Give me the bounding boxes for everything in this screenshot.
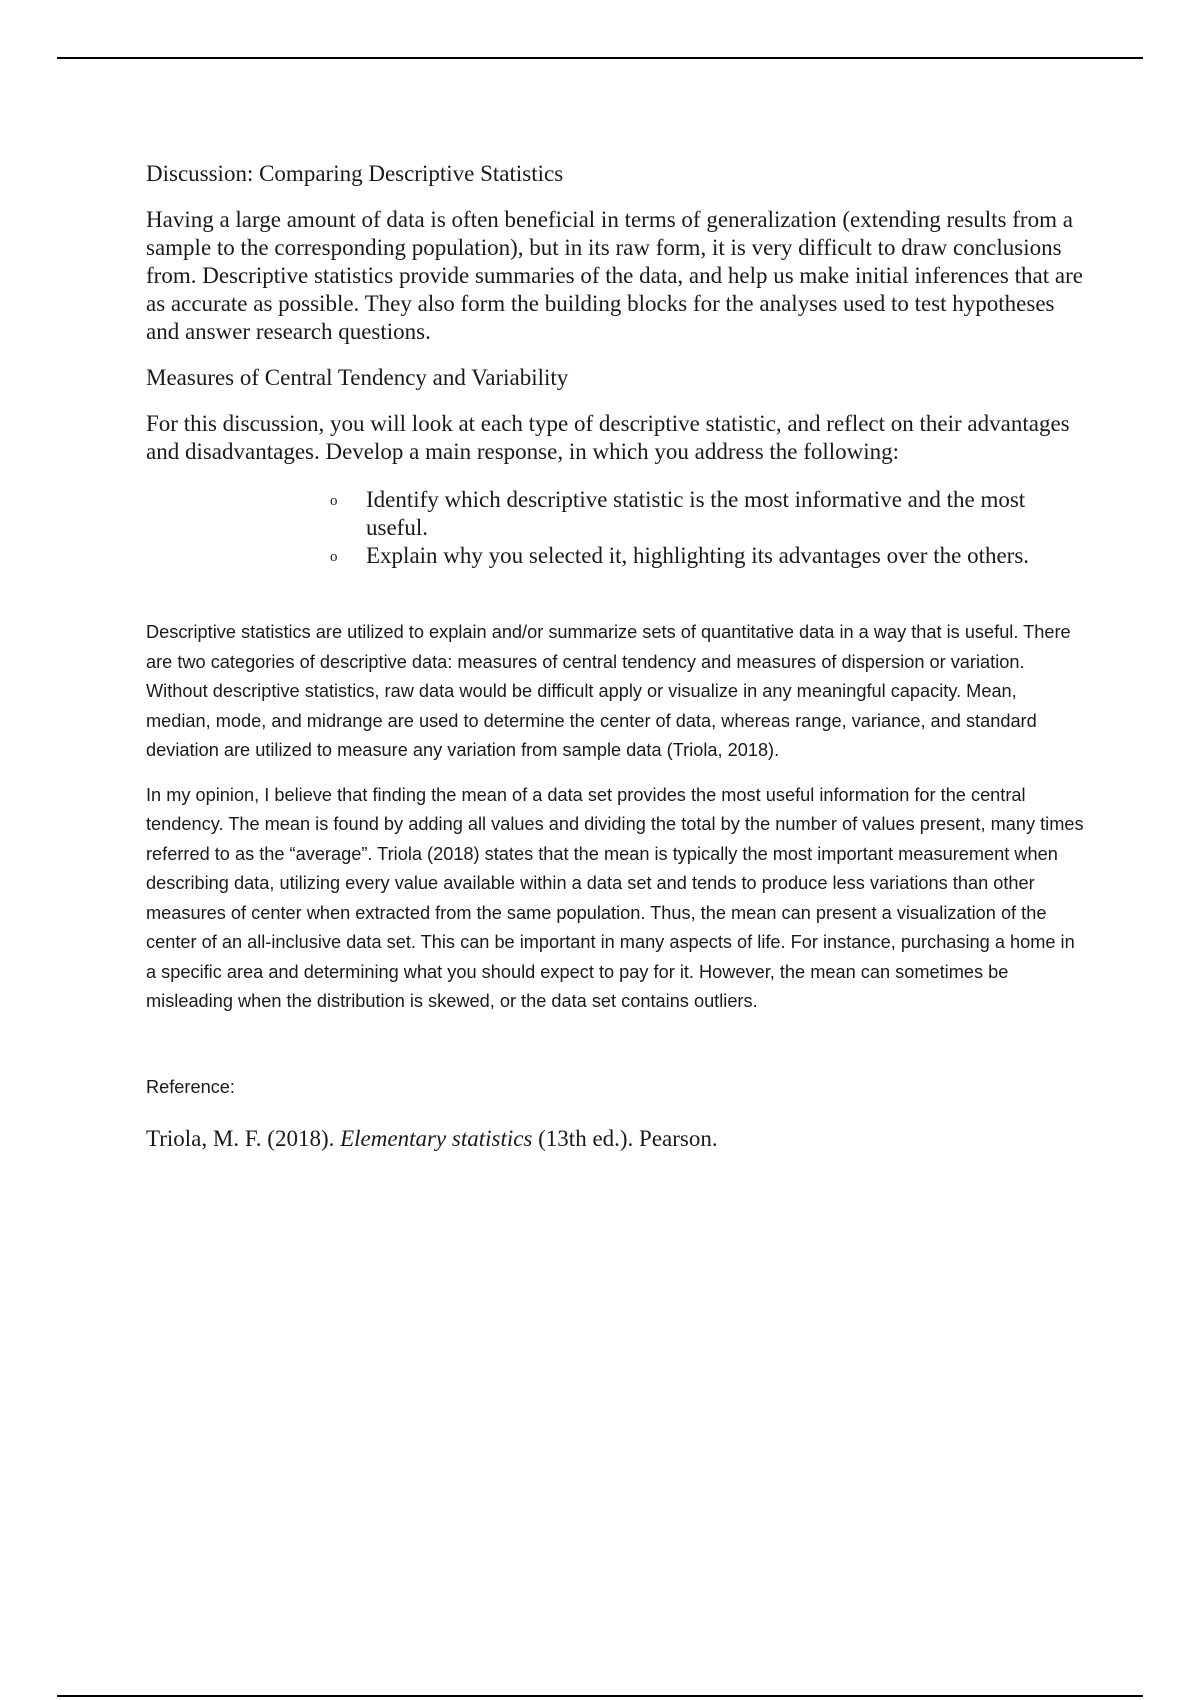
reference-book-title: Elementary statistics: [340, 1126, 533, 1151]
bullet-marker: o: [330, 549, 338, 565]
document-body: [146, 160, 1086, 1176]
list-item: [330, 486, 1086, 542]
response-paragraph-2: In my opinion, I believe that finding the mean of a data set provides the most useful information for the central tendency. The mean is found by adding all values and dividing the total by the number of values present, many times referred to as the “average”. Triola (2018) states that the mean is typically the most important measurement when describing data, utilizing every value available within a data set and tends to produce less variations than other measures of center when extracted from the same population. Thus, the mean can present a visualization of the center of an all-inclusive data set. This can be important in many aspects of life. For instance, purchasing a home in a specific area and determining what you should expect to pay for it. However, the mean can sometimes be misleading when the distribution is skewed, or the data set contains outliers.: [146, 784, 1084, 1011]
reference-authors: Triola, M. F. (2018).: [146, 1126, 341, 1151]
bullet-text: Explain why you selected it, highlighting its advantages over the others.: [366, 543, 1030, 568]
response-section: [146, 618, 1086, 1017]
bullet-text: Identify which descriptive statistic is the most informative and the most useful.: [366, 487, 1026, 540]
document-title: Discussion: Comparing Descriptive Statistics: [146, 161, 564, 186]
section-subheading: Measures of Central Tendency and Variability: [146, 365, 569, 390]
reference-details: (13th ed.). Pearson.: [532, 1126, 718, 1151]
reference-entry: [146, 1125, 1086, 1153]
bottom-rule: [57, 1695, 1143, 1697]
prompt-paragraph: For this discussion, you will look at each type of descriptive statistic, and reflect on their advantages and disadvantages. Develop a main response, in which you address the following:: [146, 411, 1070, 464]
reference-label: Reference:: [146, 1076, 235, 1097]
prompt-bullet-list: [146, 486, 1086, 570]
bullet-marker: o: [330, 493, 338, 509]
list-item: [330, 542, 1086, 570]
top-rule: [57, 57, 1143, 59]
response-paragraph-1: Descriptive statistics are utilized to explain and/or summarize sets of quantitative data in a way that is useful. There are two categories of descriptive data: measures of central tendency and measures of dispersion or variation. Without descriptive statistics, raw data would be difficult apply or visualize in any meaningful capacity. Mean, median, mode, and midrange are used to determine the center of data, whereas range, variance, and standard deviation are utilized to measure any variation from sample data (Triola, 2018).: [146, 622, 1071, 760]
intro-paragraph: Having a large amount of data is often beneficial in terms of generalization (extending results from a sample to the corresponding population), but in its raw form, it is very difficult to draw conclusions from. Descriptive statistics provide summaries of the data, and help us make initial inferences that are as accurate as possible. They also form the building blocks for the analyses used to test hypotheses and answer research questions.: [146, 207, 1083, 344]
